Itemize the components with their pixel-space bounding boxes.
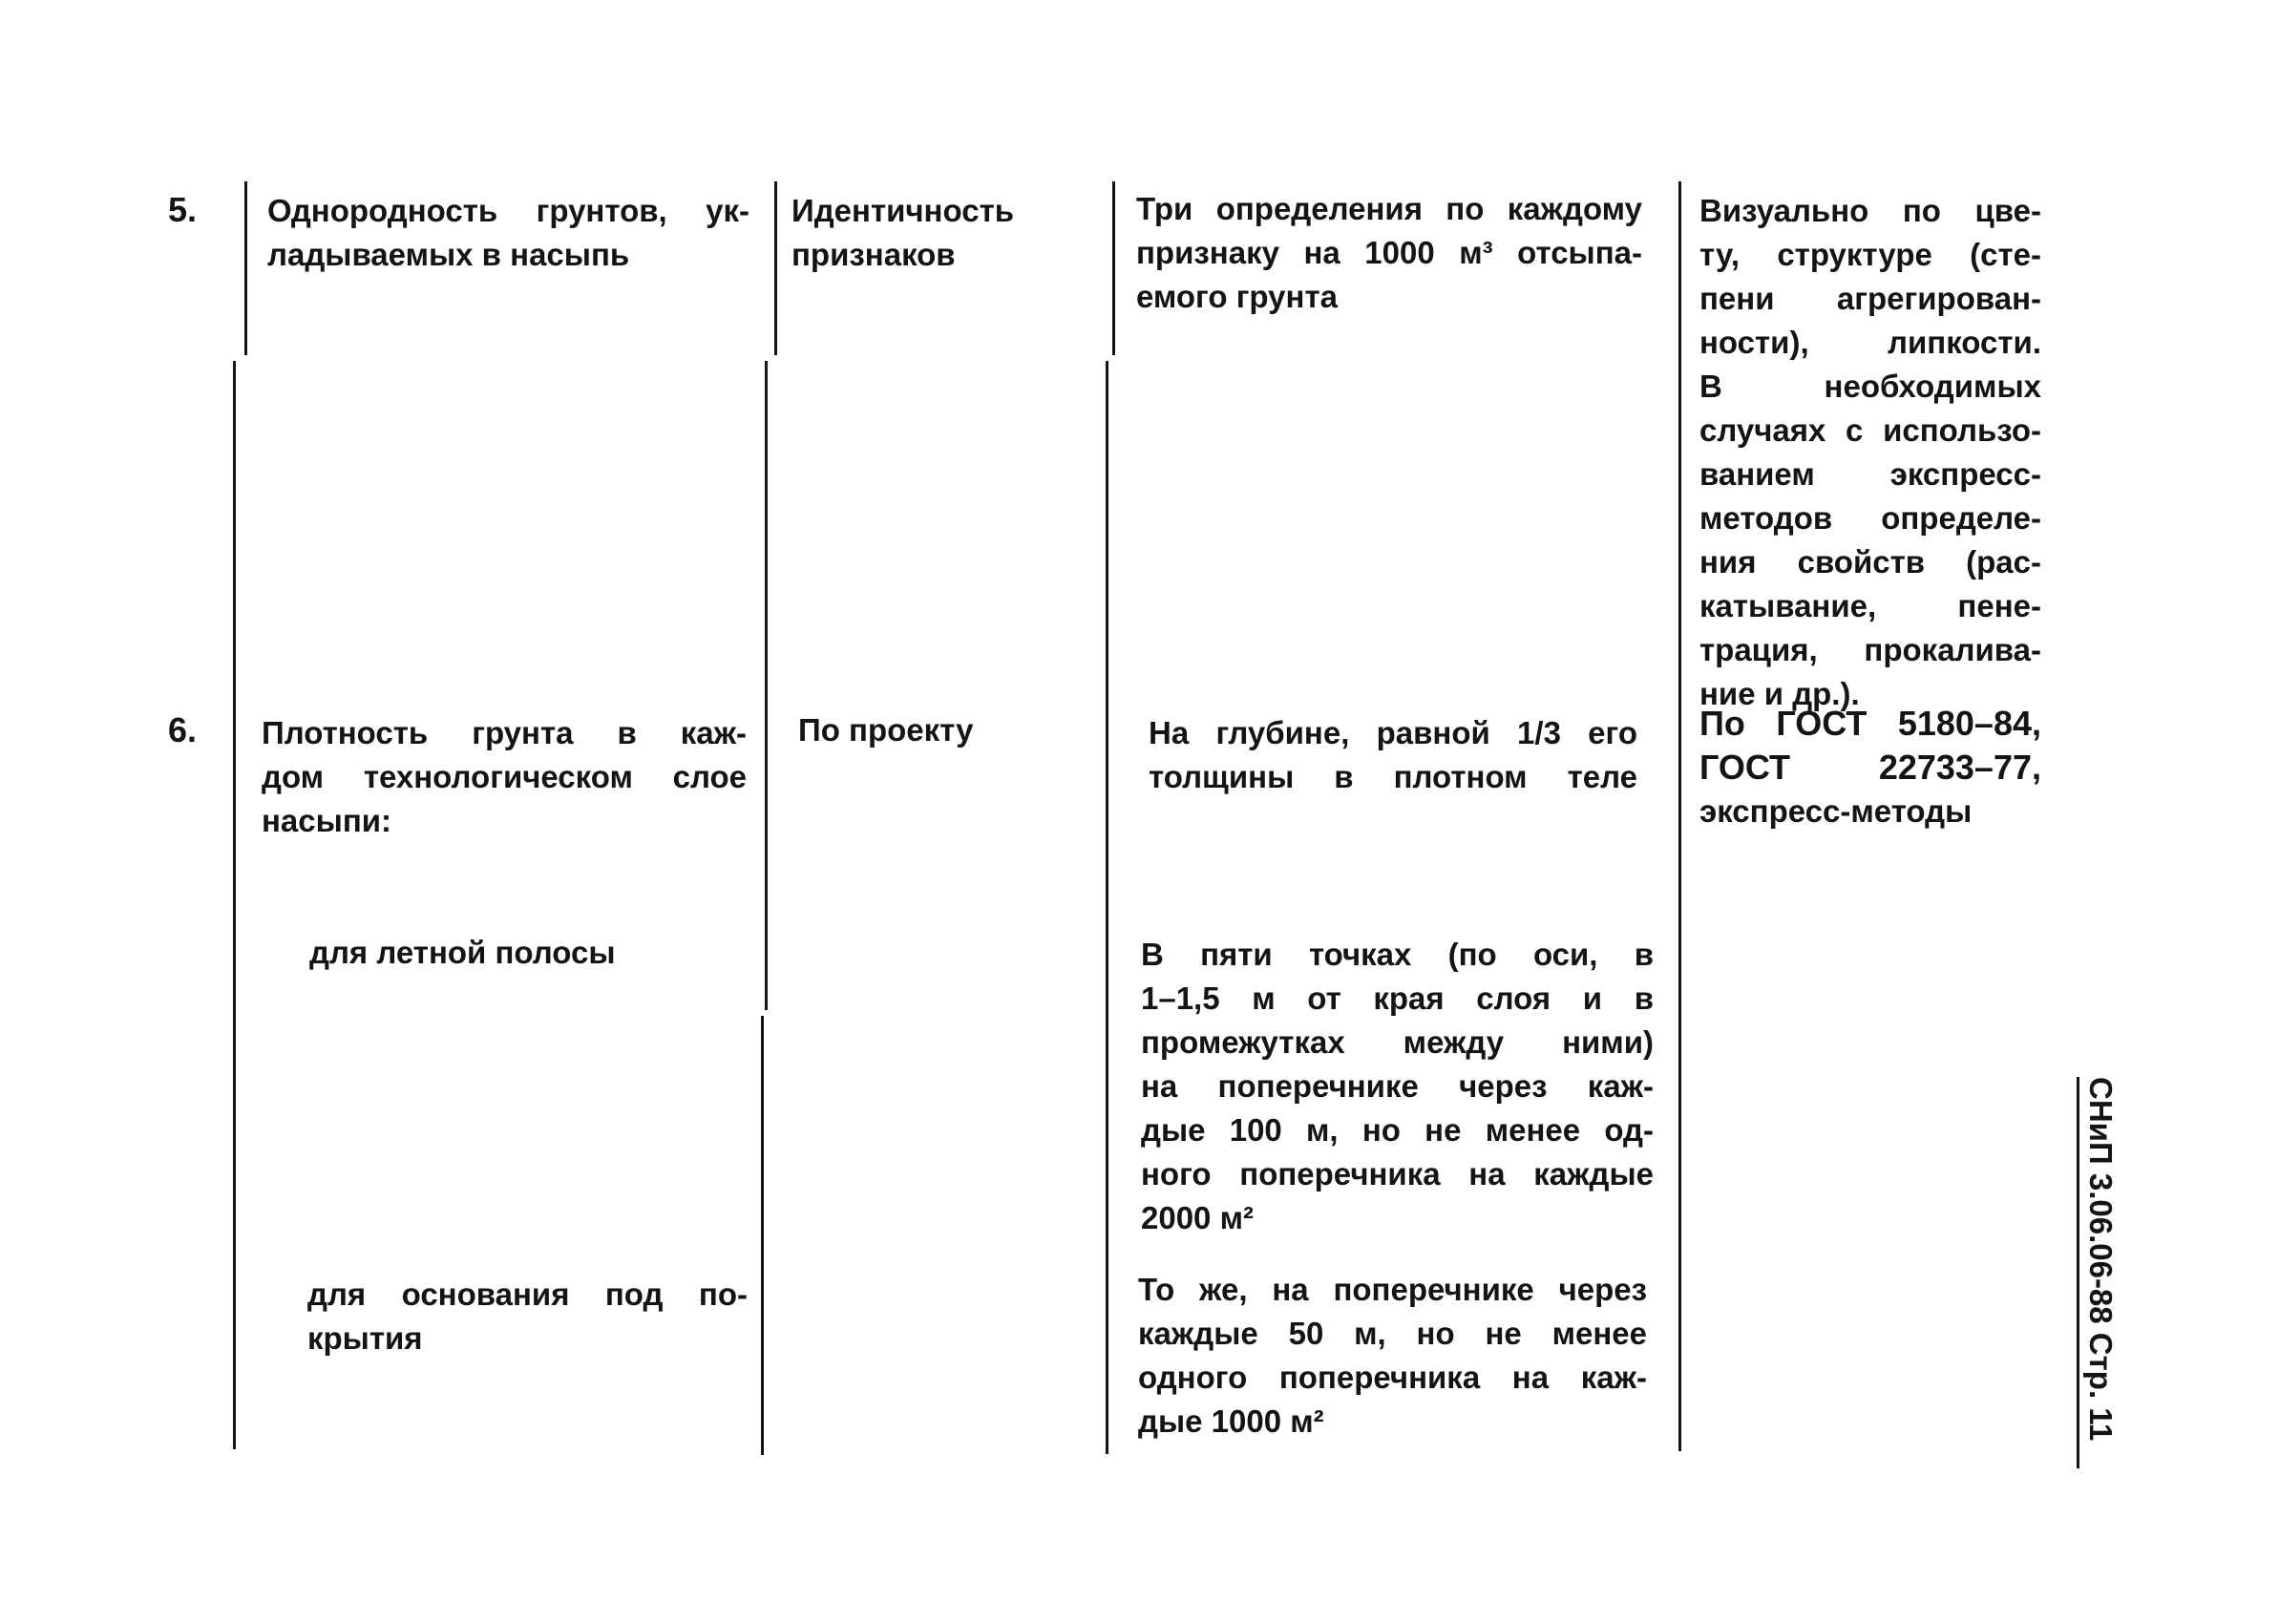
control-cell — [1149, 711, 1637, 799]
text-line: По ГОСТ 5180–84, — [1699, 704, 2041, 743]
row-number: 5. — [168, 190, 198, 229]
method-cell — [1699, 189, 2041, 716]
text-line: То же, на поперечнике через — [1138, 1272, 1647, 1307]
text-line: ладываемых в насыпь — [267, 237, 630, 272]
text-line: Плотность грунта в каж- — [262, 715, 747, 750]
text-line: ного поперечника на каждые — [1141, 1156, 1654, 1192]
text-line: случаях с использо- — [1699, 412, 2041, 448]
control-cell — [1141, 933, 1654, 1240]
control-cell — [1138, 1268, 1647, 1444]
text-line: толщины в плотном теле — [1149, 759, 1637, 794]
text-line: признаку на 1000 м³ отсыпа- — [1136, 235, 1642, 270]
text-line: Три определения по каждому — [1136, 191, 1642, 226]
text-line: Идентичность — [791, 193, 1015, 228]
text-line: каждые 50 м, но не менее — [1138, 1316, 1647, 1351]
text-line: катывание, пене- — [1699, 588, 2041, 623]
text-line: методов определе- — [1699, 500, 2041, 536]
text-line: на поперечнике через каж- — [1141, 1068, 1654, 1104]
text-line: дые 1000 м² — [1138, 1403, 1324, 1439]
margin-page-reference: СНиП 3.06.06-88 Стр. 11 — [2077, 1077, 2121, 1468]
subparameter-cell — [309, 931, 710, 975]
text-line: 2000 м² — [1141, 1200, 1254, 1235]
parameter-cell — [267, 189, 749, 277]
method-cell — [1699, 702, 2041, 833]
text-line: пени агрегирован- — [1699, 281, 2041, 316]
requirement-cell — [798, 708, 1085, 752]
text-line: одного поперечника на каж- — [1138, 1360, 1647, 1395]
table-rule-2-upper — [774, 181, 777, 355]
text-line: ности), липкости. — [1699, 325, 2041, 360]
text-line: ту, структуре (сте- — [1699, 237, 2041, 272]
text-line: экспресс-методы — [1699, 793, 1973, 829]
table-rule-2-bottom — [761, 1016, 764, 1455]
row-number: 6. — [168, 710, 198, 749]
text-line: насыпи: — [262, 803, 392, 838]
subparameter-cell — [307, 1273, 748, 1360]
text-line: Однородность грунтов, ук- — [267, 193, 749, 228]
table-rule-1-lower — [233, 361, 236, 1449]
text-line: На глубине, равной 1/3 его — [1149, 715, 1637, 750]
control-cell — [1136, 187, 1642, 319]
text-line: ГОСТ 22733–77, — [1699, 748, 2041, 787]
text-line: В пяти точках (по оси, в — [1141, 937, 1654, 972]
text-line: дом технологическом слое — [262, 759, 747, 794]
table-rule-4 — [1678, 181, 1681, 1451]
table-rule-2-lower — [765, 361, 768, 1010]
table-rule-3-upper — [1112, 181, 1115, 355]
text-line: крытия — [307, 1320, 423, 1356]
text-line: дые 100 м, но не менее од- — [1141, 1112, 1654, 1148]
requirement-cell — [791, 189, 1097, 277]
table-rule-3-lower — [1106, 361, 1108, 1454]
text-line: ние и др.). — [1699, 676, 1860, 711]
text-line: ванием экспресс- — [1699, 456, 2041, 492]
table-rule-1-upper — [244, 181, 247, 355]
text-line: промежутках между ними) — [1141, 1024, 1654, 1060]
text-line: трация, прокалива- — [1699, 632, 2041, 667]
text-line: Визуально по цве- — [1699, 193, 2041, 228]
text-line: 1–1,5 м от края слоя и в — [1141, 981, 1654, 1016]
text-line: признаков — [791, 237, 956, 272]
text-line: ния свойств (рас- — [1699, 544, 2041, 580]
text-line: для летной полосы — [309, 935, 616, 970]
text-line: В необходимых — [1699, 369, 2041, 404]
text-line: емого грунта — [1136, 279, 1338, 314]
text-line: для основания под по- — [307, 1276, 748, 1312]
text-line: По проекту — [798, 712, 974, 748]
parameter-cell — [262, 711, 747, 843]
